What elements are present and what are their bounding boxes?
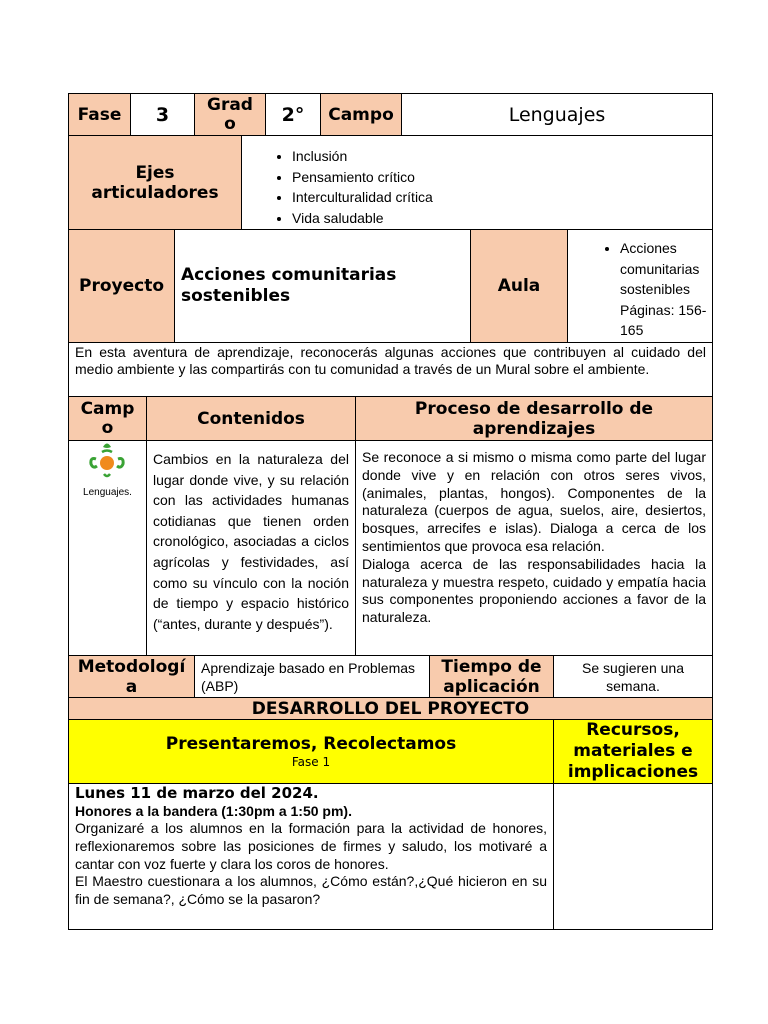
activity-paragraph-1: Organizaré a los alumnos en la formación para la actividad de honores, reflexionaremos sobre las posiciones de firmes y saludo, los motivaré a cantar con voz fuerte y clara los coros de honores.	[75, 820, 547, 872]
proyecto-title: Acciones comunitarias sostenibles	[174, 229, 471, 343]
ejes-list	[270, 146, 712, 228]
recursos-cell	[553, 783, 713, 930]
phase-title: Presentaremos, Recolectamos	[165, 734, 457, 754]
intro-text: En esta aventura de aprendizaje, reconocerás algunas acciones que contribuyen al cuidado del medio ambiente y las compartirás con tu comunidad a través de un Mural sobre el ambiente.	[68, 342, 713, 397]
tiempo-value: Se sugieren una semana.	[553, 655, 713, 698]
fase-label: Fase	[68, 93, 131, 136]
campo-header: Camp o	[68, 396, 147, 441]
desarrollo-title: DESARROLLO DEL PROYECTO	[68, 697, 713, 720]
grado-value: 2°	[265, 93, 321, 136]
eje-item: • Inclusión	[292, 146, 712, 167]
eje-item: • Interculturalidad crítica	[292, 187, 712, 208]
contenido-text: Cambios en la naturaleza del lugar donde vive, y su relación con las actividades humanas cotidianas que tienen orden cronológico, asociadas a ciclos agrícolas y festividades, así como su vínculo con la noción de tiempo y espacio histórico (“antes, durante y después”).	[146, 440, 356, 656]
tiempo-label: Tiempo de aplicación	[429, 655, 554, 698]
proceso-text-cell	[355, 440, 713, 656]
grado-label: Grad o	[194, 93, 266, 136]
campo-label: Campo	[320, 93, 402, 136]
proceso-paragraph-1: Se reconoce a si mismo o misma como parte del lugar donde vive y en relación con otros seres vivos, (animales, plantas, hongos). Componentes de la naturaleza (cuerpos de agua, suelos, aire, desiertos, bosques, arrecifes e islas). Dialoga a cerca de los sentimientos que provoca esa relación.	[362, 449, 706, 554]
eje-item: • Pensamiento crítico	[292, 167, 712, 188]
eje-item: • Vida saludable	[292, 208, 712, 229]
aula-list	[598, 238, 708, 341]
metodologia-value: Aprendizaje basado en Problemas (ABP)	[194, 655, 430, 698]
phase-subtitle: Fase 1	[291, 755, 331, 769]
fase-value: 3	[130, 93, 195, 136]
activity-paragraph-2: El Maestro cuestionara a los alumnos, ¿Cómo están?,¿Qué hicieron en su fin de semana?, ¿Cómo se la pasaron?	[75, 873, 547, 908]
metodologia-label: Metodologí a	[68, 655, 195, 698]
aula-cell	[567, 229, 713, 343]
campo-value: Lenguajes	[401, 93, 713, 136]
proyecto-label: Proyecto	[68, 229, 175, 343]
campo-logo-cell	[68, 440, 147, 656]
phase-header	[68, 719, 554, 784]
aula-label: Aula	[470, 229, 568, 343]
lenguajes-logo-icon	[77, 441, 137, 491]
ejes-list-cell	[241, 135, 713, 230]
logo-caption: Lenguajes.	[83, 487, 132, 498]
aula-item: • Acciones comunitarias sostenibles Páginas: 156-165	[620, 238, 708, 341]
recursos-header: Recursos, materiales e implicaciones	[553, 719, 713, 784]
ejes-label: Ejes articuladores	[68, 135, 242, 230]
proceso-paragraph-2: Dialoga acerca de las responsabilidades hacia la naturaleza y muestra respeto, cuidado y empatía hacia sus componentes proponiendo acciones a favor de la naturaleza.	[362, 555, 706, 626]
activity-title: Honores a la bandera (1:30pm a 1:50 pm).	[75, 803, 352, 819]
proceso-header: Proceso de desarrollo de aprendizajes	[355, 396, 713, 441]
session-date: Lunes 11 de marzo del 2024.	[75, 784, 319, 802]
desarrollo-body	[68, 783, 554, 930]
contenidos-header: Contenidos	[146, 396, 356, 441]
